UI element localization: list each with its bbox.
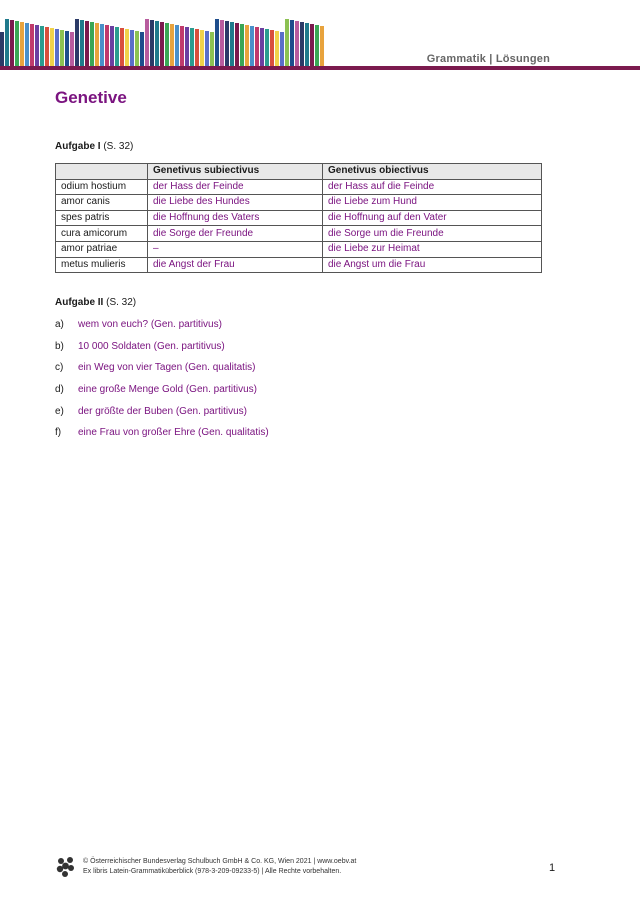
- latin-phrase: amor patriae: [56, 241, 148, 257]
- subiectivus-answer: die Angst der Frau: [148, 257, 323, 273]
- book-spine: [160, 22, 164, 66]
- latin-phrase: metus mulieris: [56, 257, 148, 273]
- header-section-label: Grammatik | Lösungen: [426, 53, 550, 65]
- book-spine: [315, 25, 319, 66]
- list-item: b) 10 000 Soldaten (Gen. partitivus): [55, 341, 269, 363]
- book-spine: [130, 30, 134, 66]
- book-spine: [270, 30, 274, 66]
- book-spine: [320, 26, 324, 66]
- table-row: [56, 210, 542, 226]
- book-spine: [75, 19, 79, 66]
- footer-copyright: © Österreichischer Bundesverlag Schulbuch GmbH & Co. KG, Wien 2021 | www.oebv.at: [83, 858, 357, 865]
- genitive-table: [55, 163, 542, 273]
- book-spine: [125, 29, 129, 66]
- table-header-cell: [56, 164, 148, 180]
- subiectivus-answer: die Sorge der Freunde: [148, 226, 323, 242]
- book-spine: [180, 26, 184, 66]
- list-item: a) wem von euch? (Gen. partitivus): [55, 319, 269, 341]
- book-spine: [55, 29, 59, 66]
- answer-text: der größte der Buben (Gen. partitivus): [78, 405, 247, 417]
- book-spine: [210, 32, 214, 66]
- subiectivus-answer: –: [148, 241, 323, 257]
- footer: [55, 857, 356, 878]
- table-row: [56, 226, 542, 242]
- obiectivus-answer: die Liebe zur Heimat: [323, 241, 542, 257]
- obiectivus-answer: die Liebe zum Hund: [323, 195, 542, 211]
- latin-phrase: odium hostium: [56, 179, 148, 195]
- book-spine: [225, 21, 229, 66]
- book-spine: [195, 29, 199, 66]
- subiectivus-answer: die Liebe des Hundes: [148, 195, 323, 211]
- book-spine: [255, 27, 259, 66]
- book-spine: [5, 19, 9, 66]
- section-heading-1: Aufgabe I (S. 32): [55, 141, 134, 152]
- list-item: c) ein Weg von vier Tagen (Gen. qualitatis): [55, 362, 269, 384]
- table-row: [56, 257, 542, 273]
- answer-list: [55, 319, 269, 449]
- book-spine: [310, 24, 314, 66]
- subiectivus-answer: der Hass der Feinde: [148, 179, 323, 195]
- answer-text: eine Frau von großer Ehre (Gen. qualitatis): [78, 427, 269, 439]
- page-title: Genetive: [55, 88, 127, 107]
- book-spine: [120, 28, 124, 66]
- book-spine: [285, 19, 289, 66]
- obiectivus-answer: die Hoffnung auf den Vater: [323, 210, 542, 226]
- book-spine: [50, 28, 54, 66]
- book-spine: [40, 26, 44, 66]
- latin-phrase: cura amicorum: [56, 226, 148, 242]
- book-spine: [100, 24, 104, 66]
- book-spine: [10, 20, 14, 66]
- book-spine: [20, 22, 24, 66]
- latin-phrase: amor canis: [56, 195, 148, 211]
- book-spine: [90, 22, 94, 66]
- list-item: f) eine Frau von großer Ehre (Gen. qualitatis): [55, 427, 269, 449]
- book-spine: [240, 24, 244, 66]
- footer-rights: Ex libris Latein-Grammatiküberblick (978-3-209-09233-5) | Alle Rechte vorbehalten.: [83, 868, 342, 875]
- book-spine: [265, 29, 269, 66]
- book-spine: [170, 24, 174, 66]
- book-spine: [95, 23, 99, 66]
- book-spine: [305, 23, 309, 66]
- latin-phrase: spes patris: [56, 210, 148, 226]
- book-spine: [275, 31, 279, 66]
- table-header-cell: Genetivus obiectivus: [323, 164, 542, 180]
- book-spine: [245, 25, 249, 66]
- book-spine: [235, 23, 239, 66]
- book-spine: [190, 28, 194, 66]
- book-spine: [105, 25, 109, 66]
- book-spine: [80, 20, 84, 66]
- book-spine: [140, 32, 144, 66]
- book-spine: [155, 21, 159, 66]
- book-spine: [65, 31, 69, 66]
- book-spine: [215, 19, 219, 66]
- book-spine: [290, 20, 294, 66]
- answer-text: wem von euch? (Gen. partitivus): [78, 319, 222, 330]
- book-spine: [280, 32, 284, 66]
- header-rule: [0, 66, 640, 70]
- table-row: [56, 195, 542, 211]
- book-spine: [145, 19, 149, 66]
- answer-text: eine große Menge Gold (Gen. partitivus): [78, 384, 257, 396]
- book-spine: [250, 26, 254, 66]
- table-row: [56, 179, 542, 195]
- book-spine: [115, 27, 119, 66]
- book-spine: [165, 23, 169, 66]
- book-spine: [175, 25, 179, 66]
- obiectivus-answer: die Angst um die Frau: [323, 257, 542, 273]
- book-spine: [30, 24, 34, 66]
- book-spine: [150, 20, 154, 66]
- table-row: [56, 241, 542, 257]
- table-header-row: [56, 164, 542, 180]
- book-spine: [110, 26, 114, 66]
- list-item: d) eine große Menge Gold (Gen. partitivus): [55, 384, 269, 406]
- book-spine: [85, 21, 89, 66]
- section-heading-2: Aufgabe II (S. 32): [55, 297, 137, 308]
- book-spine: [260, 28, 264, 66]
- book-spine: [0, 32, 4, 66]
- answer-text: 10 000 Soldaten (Gen. partitivus): [78, 340, 225, 352]
- book-spine: [25, 23, 29, 66]
- book-spine: [200, 30, 204, 66]
- obiectivus-answer: der Hass auf die Feinde: [323, 179, 542, 195]
- book-spine: [35, 25, 39, 66]
- book-spine: [185, 27, 189, 66]
- book-spine: [135, 31, 139, 66]
- table-header-cell: Genetivus subiectivus: [148, 164, 323, 180]
- publisher-logo-icon: [55, 856, 77, 878]
- book-spine: [230, 22, 234, 66]
- book-spine: [205, 31, 209, 66]
- list-item: e) der größte der Buben (Gen. partitivus): [55, 406, 269, 428]
- book-spine: [15, 21, 19, 66]
- answer-text: ein Weg von vier Tagen (Gen. qualitatis): [78, 362, 256, 374]
- book-spine: [60, 30, 64, 66]
- subiectivus-answer: die Hoffnung des Vaters: [148, 210, 323, 226]
- book-spine: [70, 32, 74, 66]
- page-number: 1: [549, 862, 556, 874]
- book-spine: [45, 27, 49, 66]
- book-spine: [300, 22, 304, 66]
- book-spine: [295, 21, 299, 66]
- obiectivus-answer: die Sorge um die Freunde: [323, 226, 542, 242]
- book-spine: [220, 20, 224, 66]
